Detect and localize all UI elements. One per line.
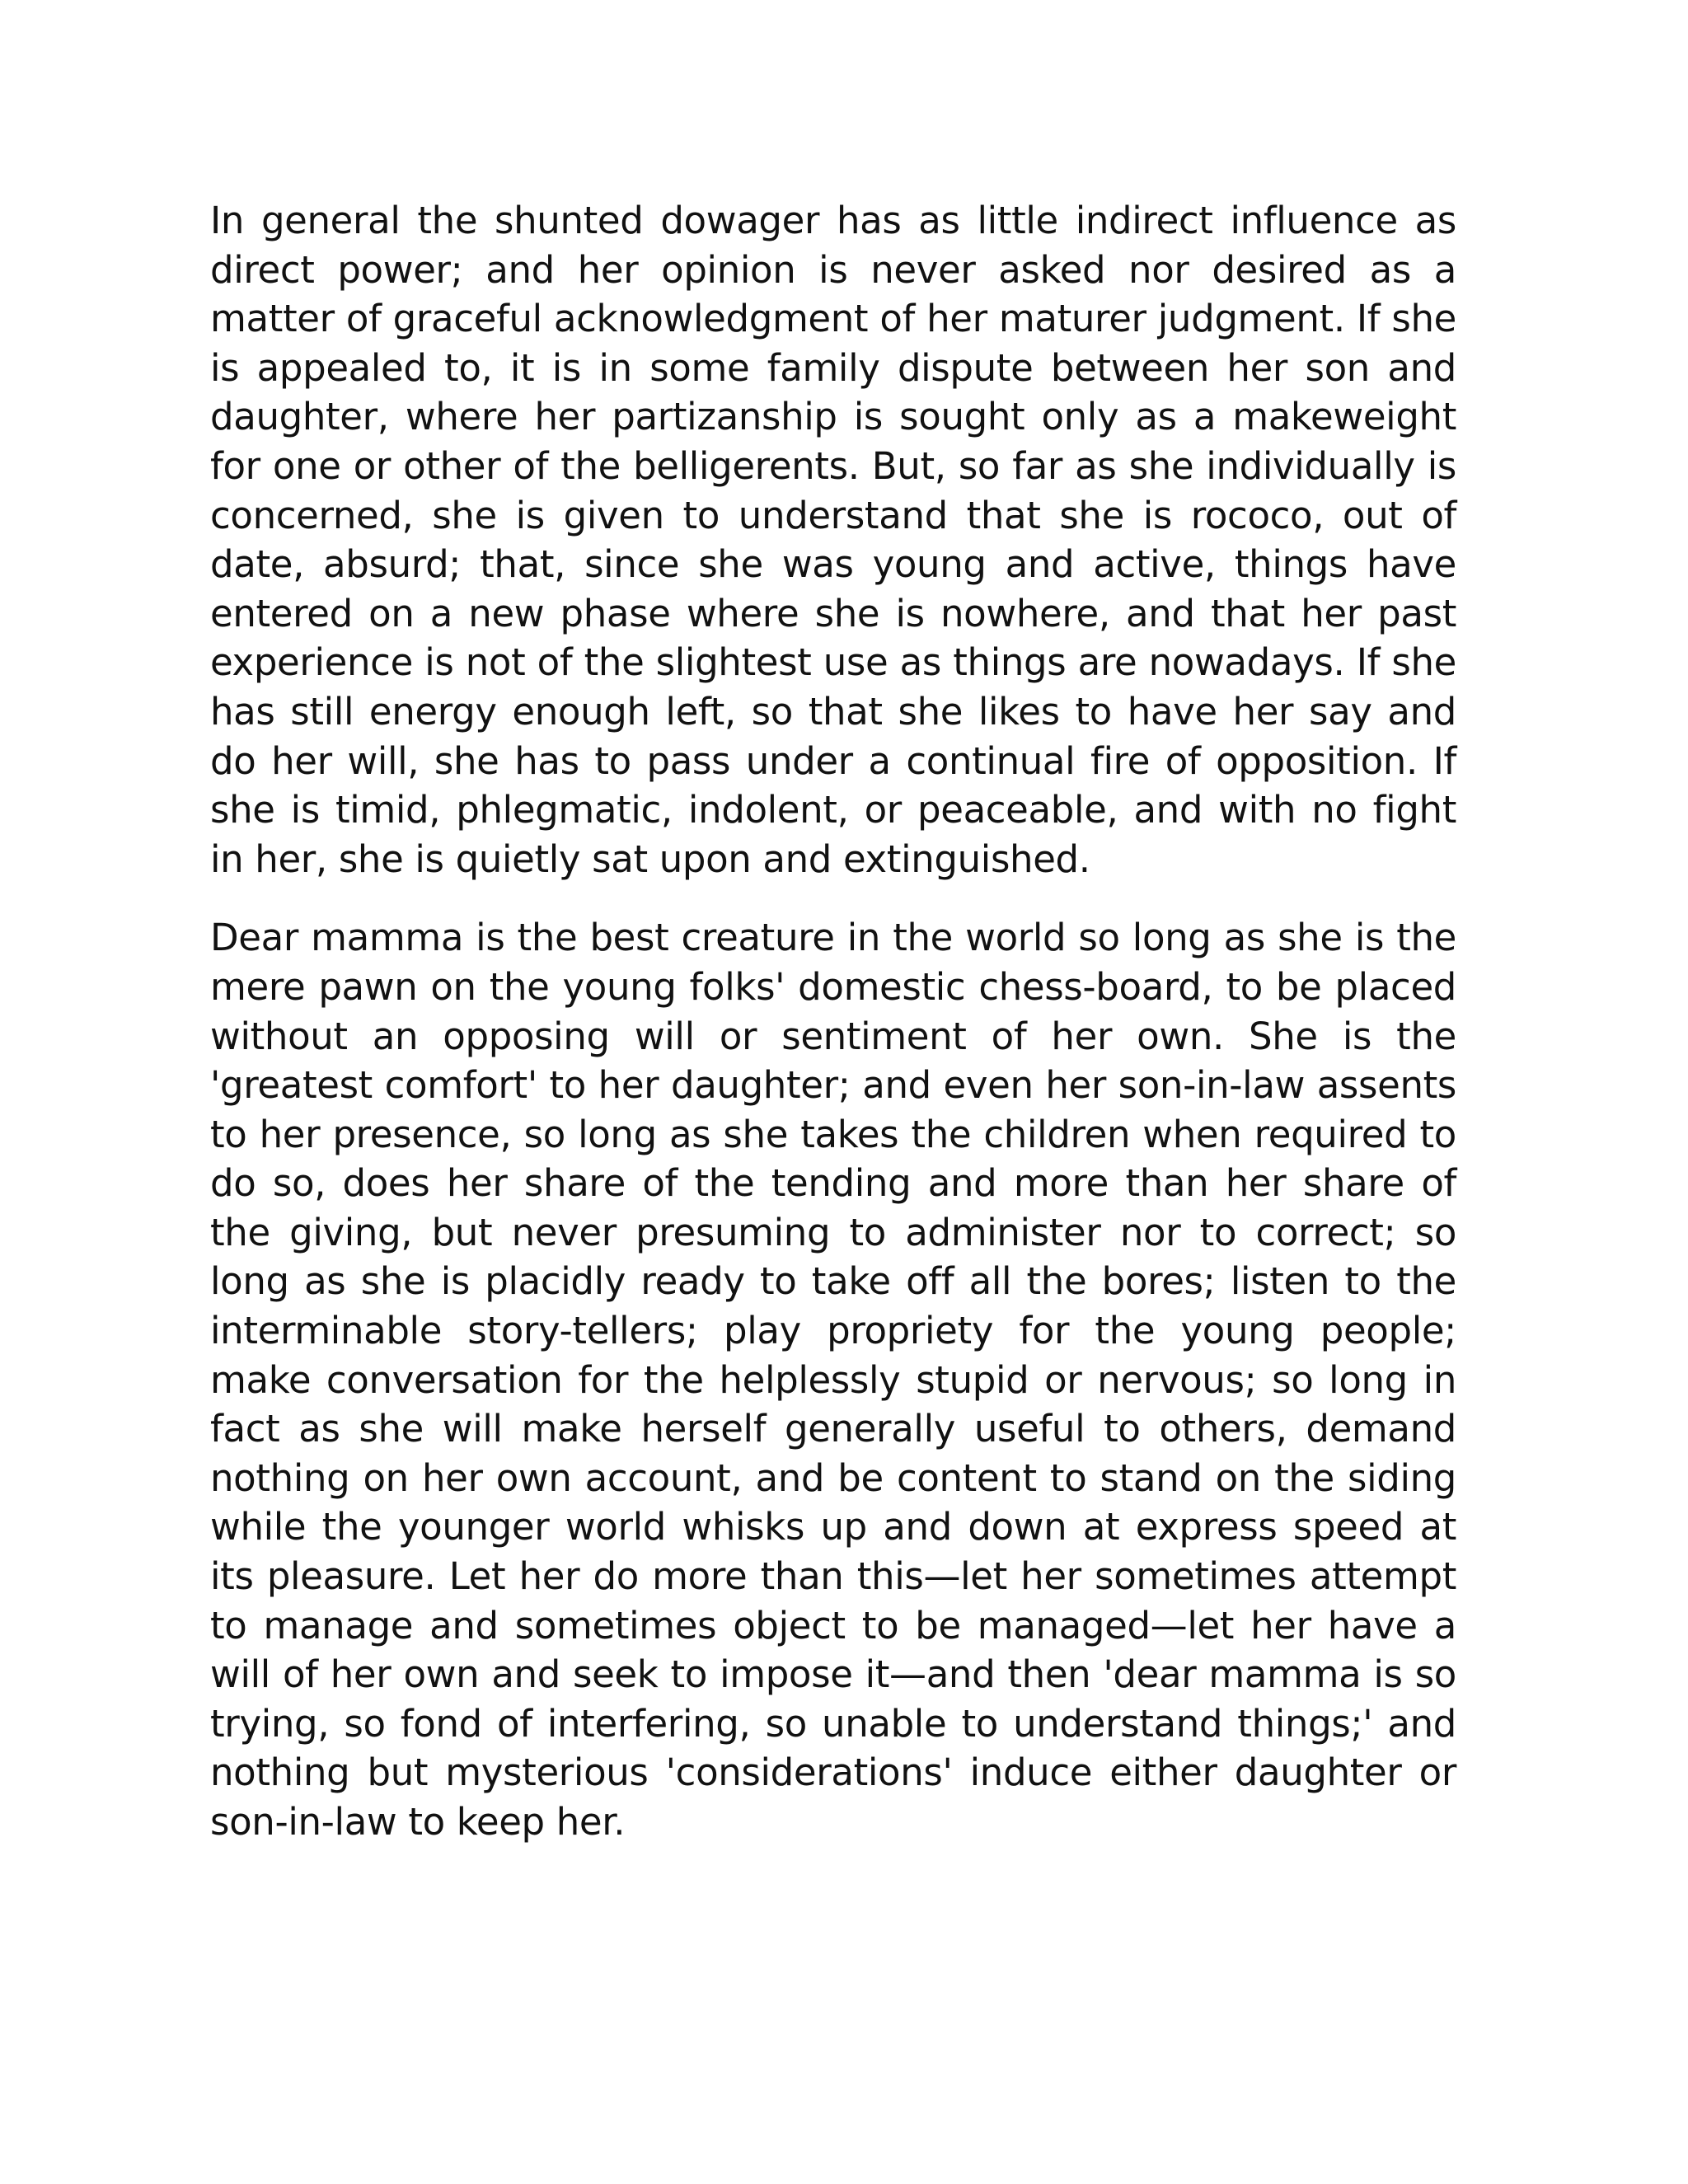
paragraph-1: In general the shunted dowager has as little indirect influence as direct power; and her opinion is never asked nor desired as a matter of graceful acknowledgment of her maturer judgment. If she is appealed to, it is in some family dispute between her son and daughter, where her partizanship is sought only as a makeweight for one or other of the belligerents. But, so far as she individually is concerned, she is given to understand that she is rococo, out of date, absurd; that, since she was young and active, things have entered on a new phase where she is nowhere, and that her past experience is not of the slightest use as things are nowadays. If she has still energy enough left, so that she likes to have her say and do her will, she has to pass under a continual fire of opposition. If she is timid, phlegmatic, indolent, or peaceable, and with no fight in her, she is quietly sat upon and extinguished.: [210, 199, 1456, 881]
body-text: [210, 196, 1456, 1847]
paragraph-2: Dear mamma is the best creature in the world so long as she is the mere pawn on the young folks' domestic chess-board, to be placed without an opposing will or sentiment of her own. She is the 'greatest comfort' to her daughter; and even her son-in-law assents to her presence, so long as she takes the children when required to do so, does her share of the tending and more than her share of the giving, but never presuming to administer nor to correct; so long as she is placidly ready to take off all the bores; listen to the interminable story-tellers; play propriety for the young people; make conversation for the helplessly stupid or nervous; so long in fact as she will make herself generally useful to others, demand nothing on her own account, and be content to stand on the siding while the younger world whisks up and down at express speed at its pleasure. Let her do more than this—let her sometimes attempt to manage and sometimes object to be managed—let her have a will of her own and seek to impose it—and then 'dear mamma is so trying, so fond of interfering, so unable to understand things;' and nothing but mysterious 'considerations' induce either daughter or son-in-law to keep her.: [210, 916, 1456, 1844]
